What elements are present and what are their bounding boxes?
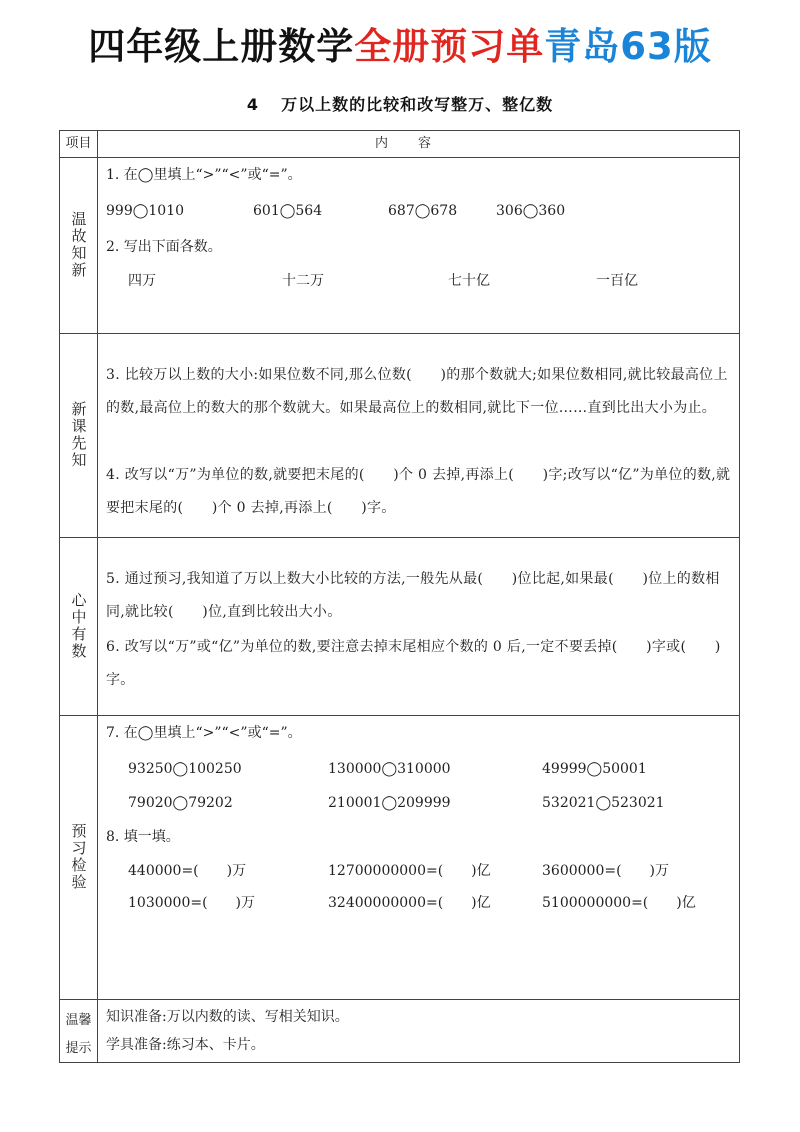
title-part-2: 全册预习单 — [354, 25, 545, 68]
compare-item: 532021◯523021 — [542, 795, 665, 811]
section-label-insight — [60, 537, 97, 715]
column-divider — [97, 131, 98, 1062]
number-word: 十二万 — [282, 273, 324, 289]
tips-content — [106, 1007, 731, 1059]
section-label-check — [60, 715, 97, 999]
row-divider — [60, 157, 739, 158]
row-divider — [60, 999, 739, 1000]
question-1: 1. 在◯里填上“>”“<”或“=”。 — [106, 167, 302, 183]
question-7: 7. 在◯里填上“>”“<”或“=”。 — [106, 725, 302, 741]
section-label-text: 预习检验 — [69, 823, 88, 891]
row-divider — [60, 333, 739, 334]
tips-label-line-1: 温馨 — [65, 1013, 92, 1028]
fill-item: 12700000000=( )亿 — [328, 863, 491, 879]
question-4: 4. 改写以“万”为单位的数,就要把末尾的( )个 0 去掉,再添上( )字;改写以“亿”为单位的数,就要把末尾的( )个 0 去掉,再添上( )字。 — [106, 467, 731, 516]
section-label-text: 温故知新 — [69, 211, 88, 279]
tips-label-line-2: 提示 — [65, 1041, 92, 1056]
section-label-preview — [60, 333, 97, 537]
question-6: 6. 改写以“万”或“亿”为单位的数,要注意去掉末尾相应个数的 0 后,一定不要丢掉( )字或( )字。 — [106, 639, 721, 688]
tip-materials: 学具准备:练习本、卡片。 — [106, 1037, 265, 1053]
fill-item: 3600000=( )万 — [542, 863, 670, 879]
section-label-text: 新课先知 — [69, 401, 88, 469]
fill-item: 1030000=( )万 — [128, 895, 256, 911]
tip-knowledge: 知识准备:万以内数的读、写相关知识。 — [106, 1009, 349, 1025]
compare-item: 210001◯209999 — [328, 795, 451, 811]
compare-item: 601◯564 — [253, 203, 323, 219]
number-word: 七十亿 — [448, 273, 490, 289]
row-divider — [60, 537, 739, 538]
compare-item: 93250◯100250 — [128, 761, 242, 777]
section-label-text: 心中有数 — [69, 592, 88, 660]
section-content-review — [106, 165, 731, 325]
lesson-title: 万以上数的比较和改写整万、整亿数 — [281, 95, 554, 114]
title-part-1: 四年级上册数学 — [88, 25, 355, 68]
column-header-content: 内容 — [374, 136, 461, 151]
question-5: 5. 通过预习,我知道了万以上数大小比较的方法,一般先从最( )位比起,如果最( )位上的数相同,就比较( )位,直到比较出大小。 — [106, 571, 720, 620]
section-content-preview — [106, 359, 731, 529]
fill-item: 440000=( )万 — [128, 863, 247, 879]
worksheet-table — [59, 130, 740, 1063]
compare-item: 687◯678 — [388, 203, 458, 219]
question-3: 3. 比较万以上数的大小:如果位数不同,那么位数( )的那个数就大;如果位数相同,就比较最高位上的数,最高位上的数大的那个数就大。如果最高位上的数相同,就比下一位……直到比出大小为止。 — [106, 367, 728, 416]
compare-item: 130000◯310000 — [328, 761, 451, 777]
fill-item: 5100000000=( )亿 — [542, 895, 696, 911]
compare-item: 49999◯50001 — [542, 761, 647, 777]
question-8: 8. 填一填。 — [106, 829, 180, 845]
section-label-review — [60, 157, 97, 333]
number-word: 一百亿 — [596, 273, 638, 289]
number-word: 四万 — [128, 273, 156, 289]
section-content-check — [106, 723, 731, 993]
compare-item: 999◯1010 — [106, 203, 185, 219]
row-divider — [60, 715, 739, 716]
question-2: 2. 写出下面各数。 — [106, 239, 222, 255]
column-header-item: 项目 — [65, 136, 92, 151]
title-part-3: 青岛63版 — [544, 25, 712, 68]
compare-item: 306◯360 — [496, 203, 566, 219]
compare-item: 79020◯79202 — [128, 795, 233, 811]
section-content-insight — [106, 563, 731, 708]
lesson-heading — [0, 92, 800, 115]
lesson-number: 4 — [246, 95, 260, 114]
page-banner-title — [0, 22, 800, 72]
fill-item: 32400000000=( )亿 — [328, 895, 491, 911]
